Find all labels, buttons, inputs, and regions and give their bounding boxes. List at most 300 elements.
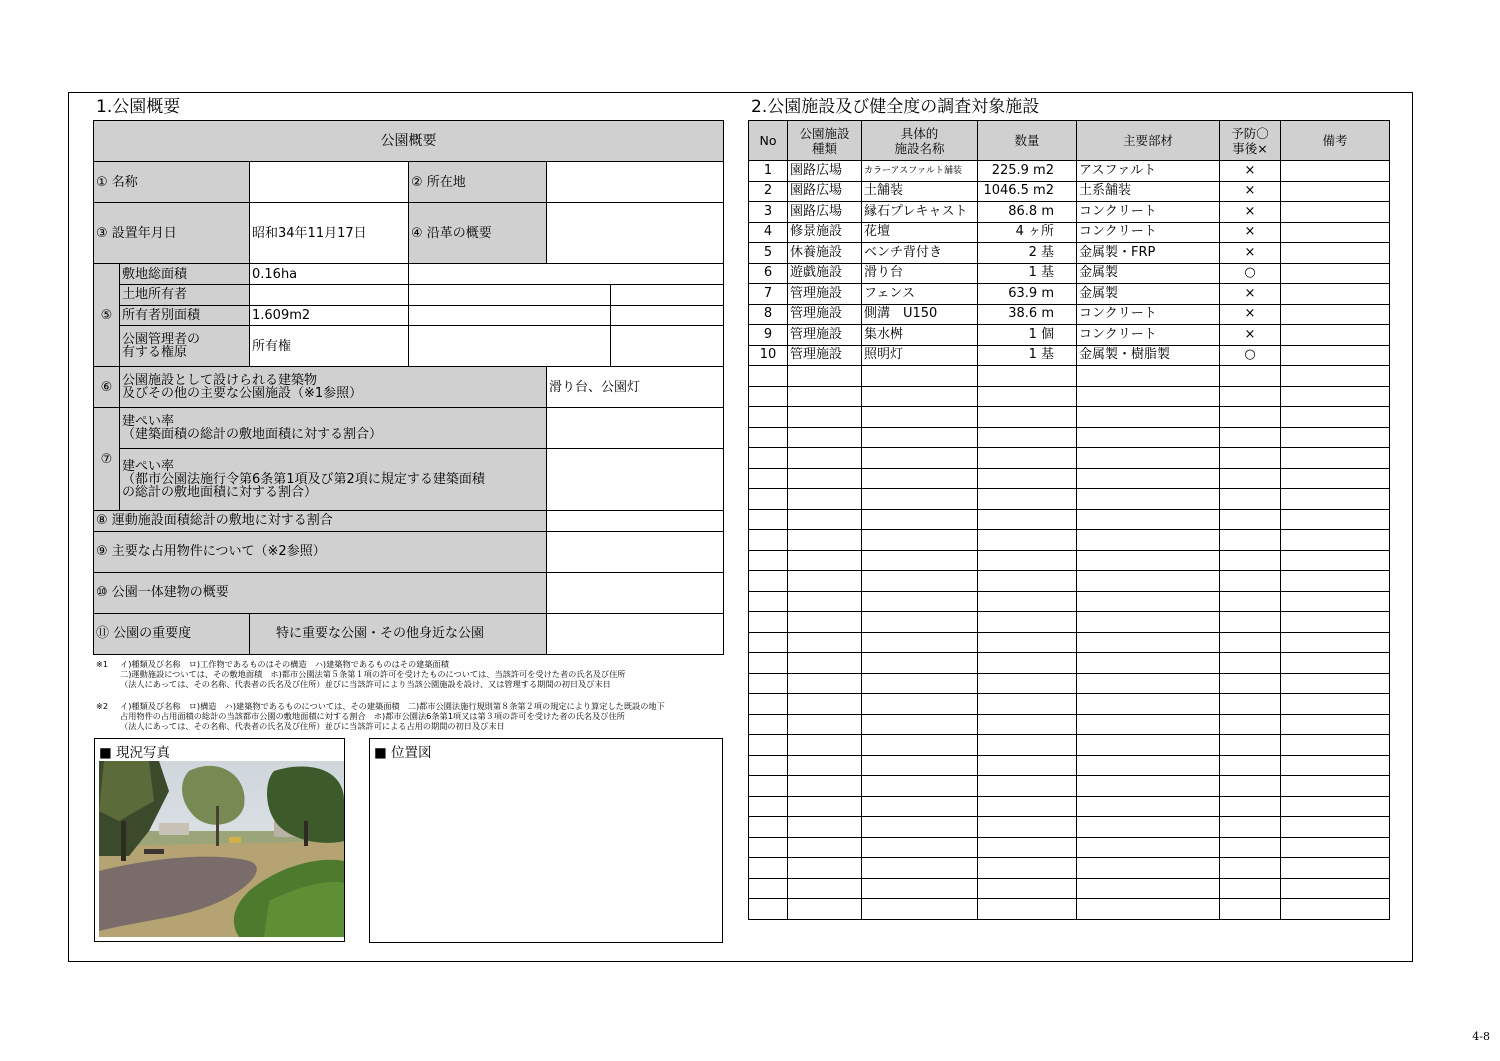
note-1-mark: ※1: [96, 659, 109, 669]
empty-cell: [978, 899, 1077, 920]
cell-no: 4: [749, 222, 788, 243]
empty-cell: [862, 837, 978, 858]
empty-cell: [978, 735, 1077, 756]
name-value: [250, 162, 409, 203]
cell-name: 滑り台: [862, 263, 978, 284]
empty-cell: [1220, 550, 1281, 571]
empty-cell: [1281, 448, 1390, 469]
empty-cell: [978, 448, 1077, 469]
item11-label: ⑪ 公園の重要度: [94, 613, 250, 654]
cell-prevent: ×: [1220, 222, 1281, 243]
empty-cell: [1077, 714, 1220, 735]
empty-cell: [978, 366, 1077, 387]
empty-cell: [1220, 632, 1281, 653]
empty-cell: [1220, 735, 1281, 756]
empty-cell: [749, 407, 788, 428]
item8-label: ⑧ 運動施設面積総計の敷地に対する割合: [94, 511, 547, 532]
empty-cell: [1281, 673, 1390, 694]
empty-cell: [1077, 755, 1220, 776]
empty-cell: [862, 448, 978, 469]
location-label: ② 所在地: [409, 162, 547, 203]
empty-table-row: [749, 735, 1390, 756]
item11-extra: [547, 613, 724, 654]
empty-cell: [1220, 448, 1281, 469]
cell-no: 8: [749, 304, 788, 325]
empty-cell: [862, 509, 978, 530]
history-value: [547, 203, 724, 264]
table-row: [749, 325, 1390, 346]
table-row: [749, 304, 1390, 325]
note-2-line-2: 占用物件の占用面積の総計の当該都市公園の敷地面積に対する割合 ホ)都市公園法6条第1項又は第３項の許可を受けた者の氏名及び住所: [120, 711, 625, 721]
empty-table-row: [749, 366, 1390, 387]
empty-table-row: [749, 448, 1390, 469]
note-1-line-3: （法人にあっては、その名称、代表者の氏名及び住所）並びに当該許可により当該公園施設を設け、又は管理する期間の初日及び末日: [120, 679, 611, 689]
empty-cell: [1077, 550, 1220, 571]
item5-mark: ⑤: [94, 264, 120, 367]
empty-table-row: [749, 817, 1390, 838]
col-prevent: 予防〇 事後×: [1220, 121, 1281, 161]
note-2-mark: ※2: [96, 701, 109, 711]
table-row: [749, 284, 1390, 305]
empty-cell: [862, 591, 978, 612]
empty-cell: [1220, 837, 1281, 858]
empty-cell: [1077, 489, 1220, 510]
cell-material: 金属製・樹脂製: [1077, 345, 1220, 366]
table-row: [749, 161, 1390, 182]
item6-mark: ⑥: [94, 367, 120, 408]
empty-cell: [749, 386, 788, 407]
cell-notes: [1281, 161, 1390, 182]
cell-name: 縁石プレキャスト: [862, 202, 978, 223]
empty-cell: [862, 653, 978, 674]
empty-cell: [749, 612, 788, 633]
empty-cell: [1281, 694, 1390, 715]
cell-prevent: ×: [1220, 161, 1281, 182]
empty-cell: [788, 858, 862, 879]
empty-cell: [749, 735, 788, 756]
empty-cell: [1220, 489, 1281, 510]
cell-material: 金属製: [1077, 263, 1220, 284]
empty-cell: [1220, 468, 1281, 489]
rights-value-2: [409, 326, 611, 367]
empty-cell: [1220, 755, 1281, 776]
table-row: [749, 263, 1390, 284]
empty-cell: [1220, 366, 1281, 387]
empty-cell: [788, 386, 862, 407]
empty-cell: [788, 571, 862, 592]
table-row: [749, 222, 1390, 243]
cell-type: 管理施設: [788, 304, 862, 325]
cell-qty: 1 基: [978, 263, 1077, 284]
empty-cell: [788, 366, 862, 387]
cell-type: 園路広場: [788, 181, 862, 202]
map-box-title: ■ 位置図: [374, 745, 432, 761]
empty-cell: [1281, 366, 1390, 387]
cell-qty: 1 基: [978, 345, 1077, 366]
table-row: [749, 345, 1390, 366]
current-photo: [99, 761, 344, 937]
empty-cell: [1220, 694, 1281, 715]
empty-table-row: [749, 509, 1390, 530]
note-2-line-1: イ)種類及び名称 ロ)構造 ハ)建築物であるものについては、その建築面積 二)都市公園法施行規則第８条第２項の規定により算定した既設の地下: [120, 701, 665, 711]
cell-type: 園路広場: [788, 161, 862, 182]
empty-table-row: [749, 776, 1390, 797]
cell-no: 7: [749, 284, 788, 305]
cell-notes: [1281, 325, 1390, 346]
empty-cell: [862, 530, 978, 551]
item7a-label: 建ぺい率 （建築面積の総計の敷地面積に対する割合）: [120, 408, 547, 449]
empty-cell: [862, 714, 978, 735]
name-label: ① 名称: [94, 162, 250, 203]
empty-cell: [788, 591, 862, 612]
empty-cell: [1220, 591, 1281, 612]
empty-table-row: [749, 468, 1390, 489]
empty-cell: [1281, 878, 1390, 899]
item8-value: [547, 511, 724, 532]
empty-cell: [978, 407, 1077, 428]
cell-prevent: ○: [1220, 263, 1281, 284]
empty-table-row: [749, 837, 1390, 858]
table-row: [749, 243, 1390, 264]
empty-cell: [749, 591, 788, 612]
site-area-value: 0.16ha: [250, 264, 409, 285]
cell-prevent: ○: [1220, 345, 1281, 366]
empty-table-row: [749, 796, 1390, 817]
empty-cell: [978, 386, 1077, 407]
cell-type: 管理施設: [788, 325, 862, 346]
note-1: [96, 659, 721, 691]
empty-cell: [862, 796, 978, 817]
empty-cell: [978, 427, 1077, 448]
empty-cell: [1220, 571, 1281, 592]
cell-material: コンクリート: [1077, 304, 1220, 325]
owner-area-value-2: [409, 305, 611, 326]
empty-cell: [749, 571, 788, 592]
empty-cell: [1281, 817, 1390, 838]
cell-type: 修景施設: [788, 222, 862, 243]
empty-cell: [749, 653, 788, 674]
empty-cell: [749, 632, 788, 653]
empty-cell: [1220, 427, 1281, 448]
empty-table-row: [749, 899, 1390, 920]
empty-cell: [788, 489, 862, 510]
empty-cell: [1281, 899, 1390, 920]
empty-cell: [862, 858, 978, 879]
col-type: 公園施設 種類: [788, 121, 862, 161]
cell-notes: [1281, 202, 1390, 223]
col-notes: 備考: [1281, 121, 1390, 161]
empty-cell: [1220, 612, 1281, 633]
empty-cell: [1281, 550, 1390, 571]
cell-notes: [1281, 243, 1390, 264]
empty-cell: [1281, 735, 1390, 756]
owner-value-3: [611, 285, 724, 306]
empty-cell: [862, 386, 978, 407]
established-label: ③ 設置年月日: [94, 203, 250, 264]
empty-cell: [788, 735, 862, 756]
empty-cell: [749, 899, 788, 920]
cell-material: コンクリート: [1077, 325, 1220, 346]
empty-cell: [749, 366, 788, 387]
item10-value: [547, 572, 724, 613]
empty-cell: [862, 755, 978, 776]
established-value: 昭和34年11月17日: [250, 203, 409, 264]
empty-cell: [1077, 837, 1220, 858]
col-name: 具体的 施設名称: [862, 121, 978, 161]
cell-material: 土系舗装: [1077, 181, 1220, 202]
empty-cell: [788, 612, 862, 633]
empty-cell: [788, 407, 862, 428]
empty-cell: [978, 489, 1077, 510]
page-number: 4-8: [1472, 1030, 1490, 1043]
cell-prevent: ×: [1220, 202, 1281, 223]
cell-name: 集水桝: [862, 325, 978, 346]
empty-cell: [749, 509, 788, 530]
empty-cell: [978, 550, 1077, 571]
cell-prevent: ×: [1220, 325, 1281, 346]
col-qty: 数量: [978, 121, 1077, 161]
cell-notes: [1281, 181, 1390, 202]
empty-table-row: [749, 612, 1390, 633]
empty-cell: [788, 817, 862, 838]
col-no: No: [749, 121, 788, 161]
empty-cell: [788, 653, 862, 674]
empty-cell: [1281, 837, 1390, 858]
cell-notes: [1281, 284, 1390, 305]
empty-cell: [1220, 899, 1281, 920]
empty-cell: [862, 468, 978, 489]
empty-table-row: [749, 591, 1390, 612]
cell-no: 3: [749, 202, 788, 223]
cell-notes: [1281, 345, 1390, 366]
empty-cell: [1281, 796, 1390, 817]
empty-cell: [749, 817, 788, 838]
empty-cell: [1281, 612, 1390, 633]
item9-value: [547, 531, 724, 572]
owner-value-2: [409, 285, 611, 306]
empty-cell: [1220, 878, 1281, 899]
empty-cell: [788, 632, 862, 653]
empty-cell: [749, 427, 788, 448]
cell-notes: [1281, 263, 1390, 284]
empty-cell: [1220, 796, 1281, 817]
photo-box-title: ■ 現況写真: [99, 745, 171, 761]
empty-cell: [978, 755, 1077, 776]
empty-cell: [1077, 653, 1220, 674]
empty-cell: [1077, 530, 1220, 551]
empty-cell: [978, 571, 1077, 592]
empty-cell: [788, 878, 862, 899]
empty-cell: [788, 468, 862, 489]
empty-cell: [1077, 427, 1220, 448]
empty-cell: [1077, 632, 1220, 653]
empty-cell: [1281, 755, 1390, 776]
empty-cell: [862, 899, 978, 920]
empty-cell: [862, 694, 978, 715]
cell-name: 側溝 U150: [862, 304, 978, 325]
empty-cell: [862, 407, 978, 428]
empty-table-row: [749, 386, 1390, 407]
empty-table-row: [749, 878, 1390, 899]
cell-qty: 1 個: [978, 325, 1077, 346]
empty-cell: [1077, 817, 1220, 838]
empty-cell: [1077, 878, 1220, 899]
owner-area-value-3: [611, 305, 724, 326]
empty-table-row: [749, 694, 1390, 715]
empty-cell: [1281, 530, 1390, 551]
empty-cell: [862, 817, 978, 838]
empty-table-row: [749, 571, 1390, 592]
empty-cell: [1281, 571, 1390, 592]
empty-cell: [1281, 591, 1390, 612]
empty-cell: [788, 427, 862, 448]
cell-material: コンクリート: [1077, 202, 1220, 223]
site-area-extra: [409, 264, 724, 285]
empty-cell: [862, 878, 978, 899]
cell-no: 1: [749, 161, 788, 182]
history-label: ④ 沿革の概要: [409, 203, 547, 264]
empty-cell: [749, 796, 788, 817]
empty-cell: [862, 776, 978, 797]
owner-area-label: 所有者別面積: [120, 305, 250, 326]
empty-cell: [749, 694, 788, 715]
owner-label: 土地所有者: [120, 285, 250, 306]
empty-cell: [1220, 530, 1281, 551]
cell-name: フェンス: [862, 284, 978, 305]
cell-qty: 86.8 m: [978, 202, 1077, 223]
empty-cell: [1077, 899, 1220, 920]
empty-cell: [1281, 714, 1390, 735]
item6-value: 滑り台、公園灯: [547, 367, 724, 408]
item9-label: ⑨ 主要な占用物件について（※2参照）: [94, 531, 547, 572]
cell-prevent: ×: [1220, 304, 1281, 325]
empty-cell: [1077, 468, 1220, 489]
cell-qty: 4 ヶ所: [978, 222, 1077, 243]
cell-name: 花壇: [862, 222, 978, 243]
cell-type: 園路広場: [788, 202, 862, 223]
location-map-box: [369, 738, 723, 943]
empty-cell: [978, 837, 1077, 858]
empty-cell: [862, 673, 978, 694]
note-2-line-3: （法人にあっては、その名称、代表者の氏名及び住所）並びに当該許可による占用の期間の初日及び末日: [120, 721, 505, 731]
empty-cell: [978, 714, 1077, 735]
table-row: [749, 202, 1390, 223]
empty-cell: [1220, 407, 1281, 428]
empty-cell: [1077, 571, 1220, 592]
empty-cell: [1077, 591, 1220, 612]
empty-cell: [1281, 509, 1390, 530]
empty-cell: [749, 776, 788, 797]
empty-cell: [788, 796, 862, 817]
owner-value-1: [250, 285, 409, 306]
cell-name: 土舗装: [862, 181, 978, 202]
empty-cell: [862, 489, 978, 510]
cell-material: コンクリート: [1077, 222, 1220, 243]
cell-material: 金属製: [1077, 284, 1220, 305]
empty-cell: [978, 530, 1077, 551]
empty-cell: [1077, 735, 1220, 756]
empty-cell: [788, 899, 862, 920]
empty-cell: [788, 714, 862, 735]
cell-material: 金属製・FRP: [1077, 243, 1220, 264]
empty-cell: [862, 427, 978, 448]
empty-table-row: [749, 489, 1390, 510]
empty-cell: [1220, 776, 1281, 797]
cell-prevent: ×: [1220, 181, 1281, 202]
col-material: 主要部材: [1077, 121, 1220, 161]
empty-cell: [749, 673, 788, 694]
empty-cell: [1281, 632, 1390, 653]
empty-cell: [1281, 858, 1390, 879]
location-value: [547, 162, 724, 203]
empty-cell: [978, 694, 1077, 715]
empty-cell: [1281, 653, 1390, 674]
cell-no: 2: [749, 181, 788, 202]
cell-notes: [1281, 304, 1390, 325]
empty-cell: [978, 817, 1077, 838]
empty-cell: [1281, 427, 1390, 448]
item6-label: 公園施設として設けられる建築物 及びその他の主要な公園施設（※1参照）: [120, 367, 547, 408]
cell-type: 管理施設: [788, 345, 862, 366]
empty-cell: [978, 591, 1077, 612]
empty-cell: [1077, 858, 1220, 879]
empty-cell: [1077, 796, 1220, 817]
cell-qty: 2 基: [978, 243, 1077, 264]
empty-cell: [978, 858, 1077, 879]
empty-cell: [1281, 489, 1390, 510]
owner-area-value: 1.609m2: [250, 305, 409, 326]
item7a-value: [547, 408, 724, 449]
cell-qty: 1046.5 m2: [978, 181, 1077, 202]
empty-cell: [978, 632, 1077, 653]
cell-qty: 225.9 m2: [978, 161, 1077, 182]
empty-cell: [862, 612, 978, 633]
empty-table-row: [749, 858, 1390, 879]
item7-mark: ⑦: [94, 408, 120, 511]
empty-cell: [1077, 694, 1220, 715]
cell-type: 遊戯施設: [788, 263, 862, 284]
cell-no: 10: [749, 345, 788, 366]
empty-cell: [978, 878, 1077, 899]
rights-value: 所有権: [250, 326, 409, 367]
section1-title: 1.公園概要: [96, 97, 181, 117]
empty-cell: [788, 837, 862, 858]
park-overview-table: [93, 120, 724, 655]
empty-cell: [749, 858, 788, 879]
cell-no: 5: [749, 243, 788, 264]
table-row: [749, 181, 1390, 202]
empty-cell: [1220, 653, 1281, 674]
empty-cell: [1077, 612, 1220, 633]
note-2: [96, 701, 721, 733]
empty-cell: [978, 673, 1077, 694]
empty-table-row: [749, 632, 1390, 653]
empty-cell: [788, 673, 862, 694]
empty-table-row: [749, 530, 1390, 551]
site-area-label: 敷地総面積: [120, 264, 250, 285]
item11-value: 特に重要な公園・その他身近な公園: [250, 613, 547, 654]
empty-table-row: [749, 653, 1390, 674]
empty-cell: [1220, 858, 1281, 879]
item10-label: ⑩ 公園一体建物の概要: [94, 572, 547, 613]
cell-prevent: ×: [1220, 243, 1281, 264]
empty-cell: [978, 612, 1077, 633]
empty-cell: [749, 714, 788, 735]
empty-table-row: [749, 407, 1390, 428]
note-1-line-2: 二)運動施設については、その敷地面積 ホ)都市公園法第５条第１項の許可を受けたものについては、当該許可を受けた者の氏名及び住所: [120, 669, 626, 679]
empty-cell: [978, 468, 1077, 489]
cell-type: 管理施設: [788, 284, 862, 305]
